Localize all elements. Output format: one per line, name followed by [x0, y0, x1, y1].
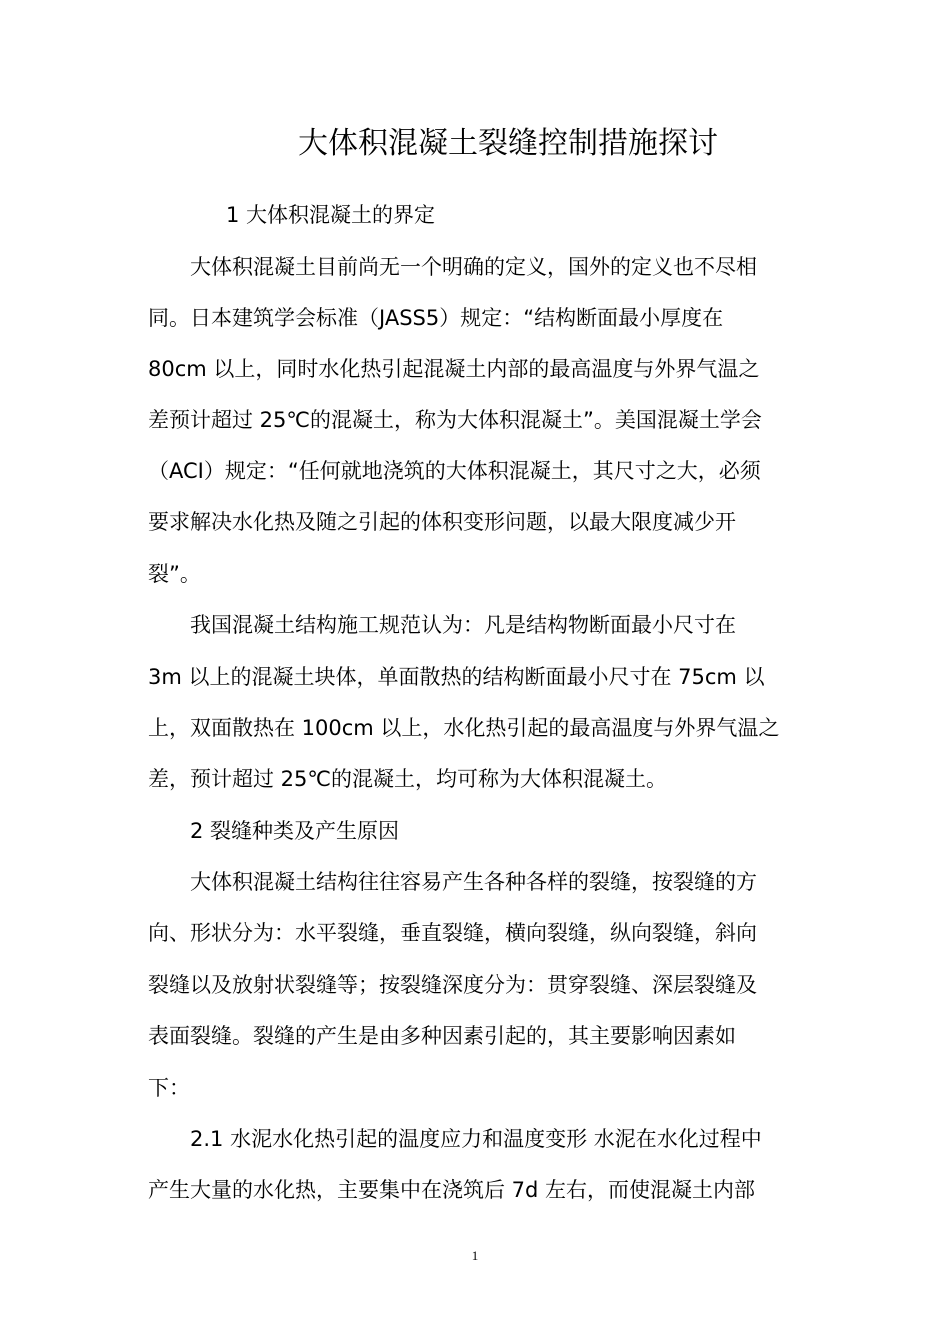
paragraph-line: 我国混凝土结构施工规范认为：凡是结构物断面最小尺寸在	[190, 613, 736, 637]
paragraph-line: 表面裂缝。裂缝的产生是由多种因素引起的，其主要影响因素如	[148, 1024, 736, 1048]
paragraph-line: 向、形状分为：水平裂缝，垂直裂缝，横向裂缝，纵向裂缝，斜向	[148, 921, 757, 945]
paragraph-line: 差预计超过 25℃的混凝土，称为大体积混凝土”。美国混凝土学会	[148, 408, 762, 432]
page-number: 1	[471, 1248, 479, 1263]
paragraph-line: 2.1 水泥水化热引起的温度应力和温度变形 水泥在水化过程中	[190, 1127, 762, 1151]
paragraph-line: 上，双面散热在 100cm 以上，水化热引起的最高温度与外界气温之	[148, 716, 780, 740]
paragraph-line: 裂”。	[148, 562, 201, 586]
paragraph-line: 差，预计超过 25℃的混凝土，均可称为大体积混凝土。	[148, 767, 667, 791]
paragraph-line: 产生大量的水化热，主要集中在浇筑后 7d 左右，而使混凝土内部	[148, 1178, 756, 1202]
paragraph-line: 大体积混凝土结构往往容易产生各种各样的裂缝，按裂缝的方	[190, 870, 757, 894]
section-heading-1: 1 大体积混凝土的界定	[226, 203, 436, 227]
paragraph-line: 大体积混凝土目前尚无一个明确的定义，国外的定义也不尽相	[190, 255, 757, 279]
paragraph-line: 裂缝以及放射状裂缝等；按裂缝深度分为：贯穿裂缝、深层裂缝及	[148, 973, 757, 997]
paragraph-line: 下：	[148, 1076, 190, 1100]
paragraph-line: 3m 以上的混凝土块体，单面散热的结构断面最小尺寸在 75cm 以	[148, 665, 765, 689]
paragraph-line: 同。日本建筑学会标准（JASS5）规定：“结构断面最小厚度在	[148, 306, 724, 330]
document-title: 大体积混凝土裂缝控制措施探讨	[298, 126, 718, 161]
paragraph-line: （ACI）规定：“任何就地浇筑的大体积混凝土，其尺寸之大，必须	[148, 459, 761, 483]
section-heading-2: 2 裂缝种类及产生原因	[190, 819, 400, 843]
paragraph-line: 80cm 以上，同时水化热引起混凝土内部的最高温度与外界气温之	[148, 357, 760, 381]
paragraph-line: 要求解决水化热及随之引起的体积变形问题，以最大限度减少开	[148, 510, 736, 534]
